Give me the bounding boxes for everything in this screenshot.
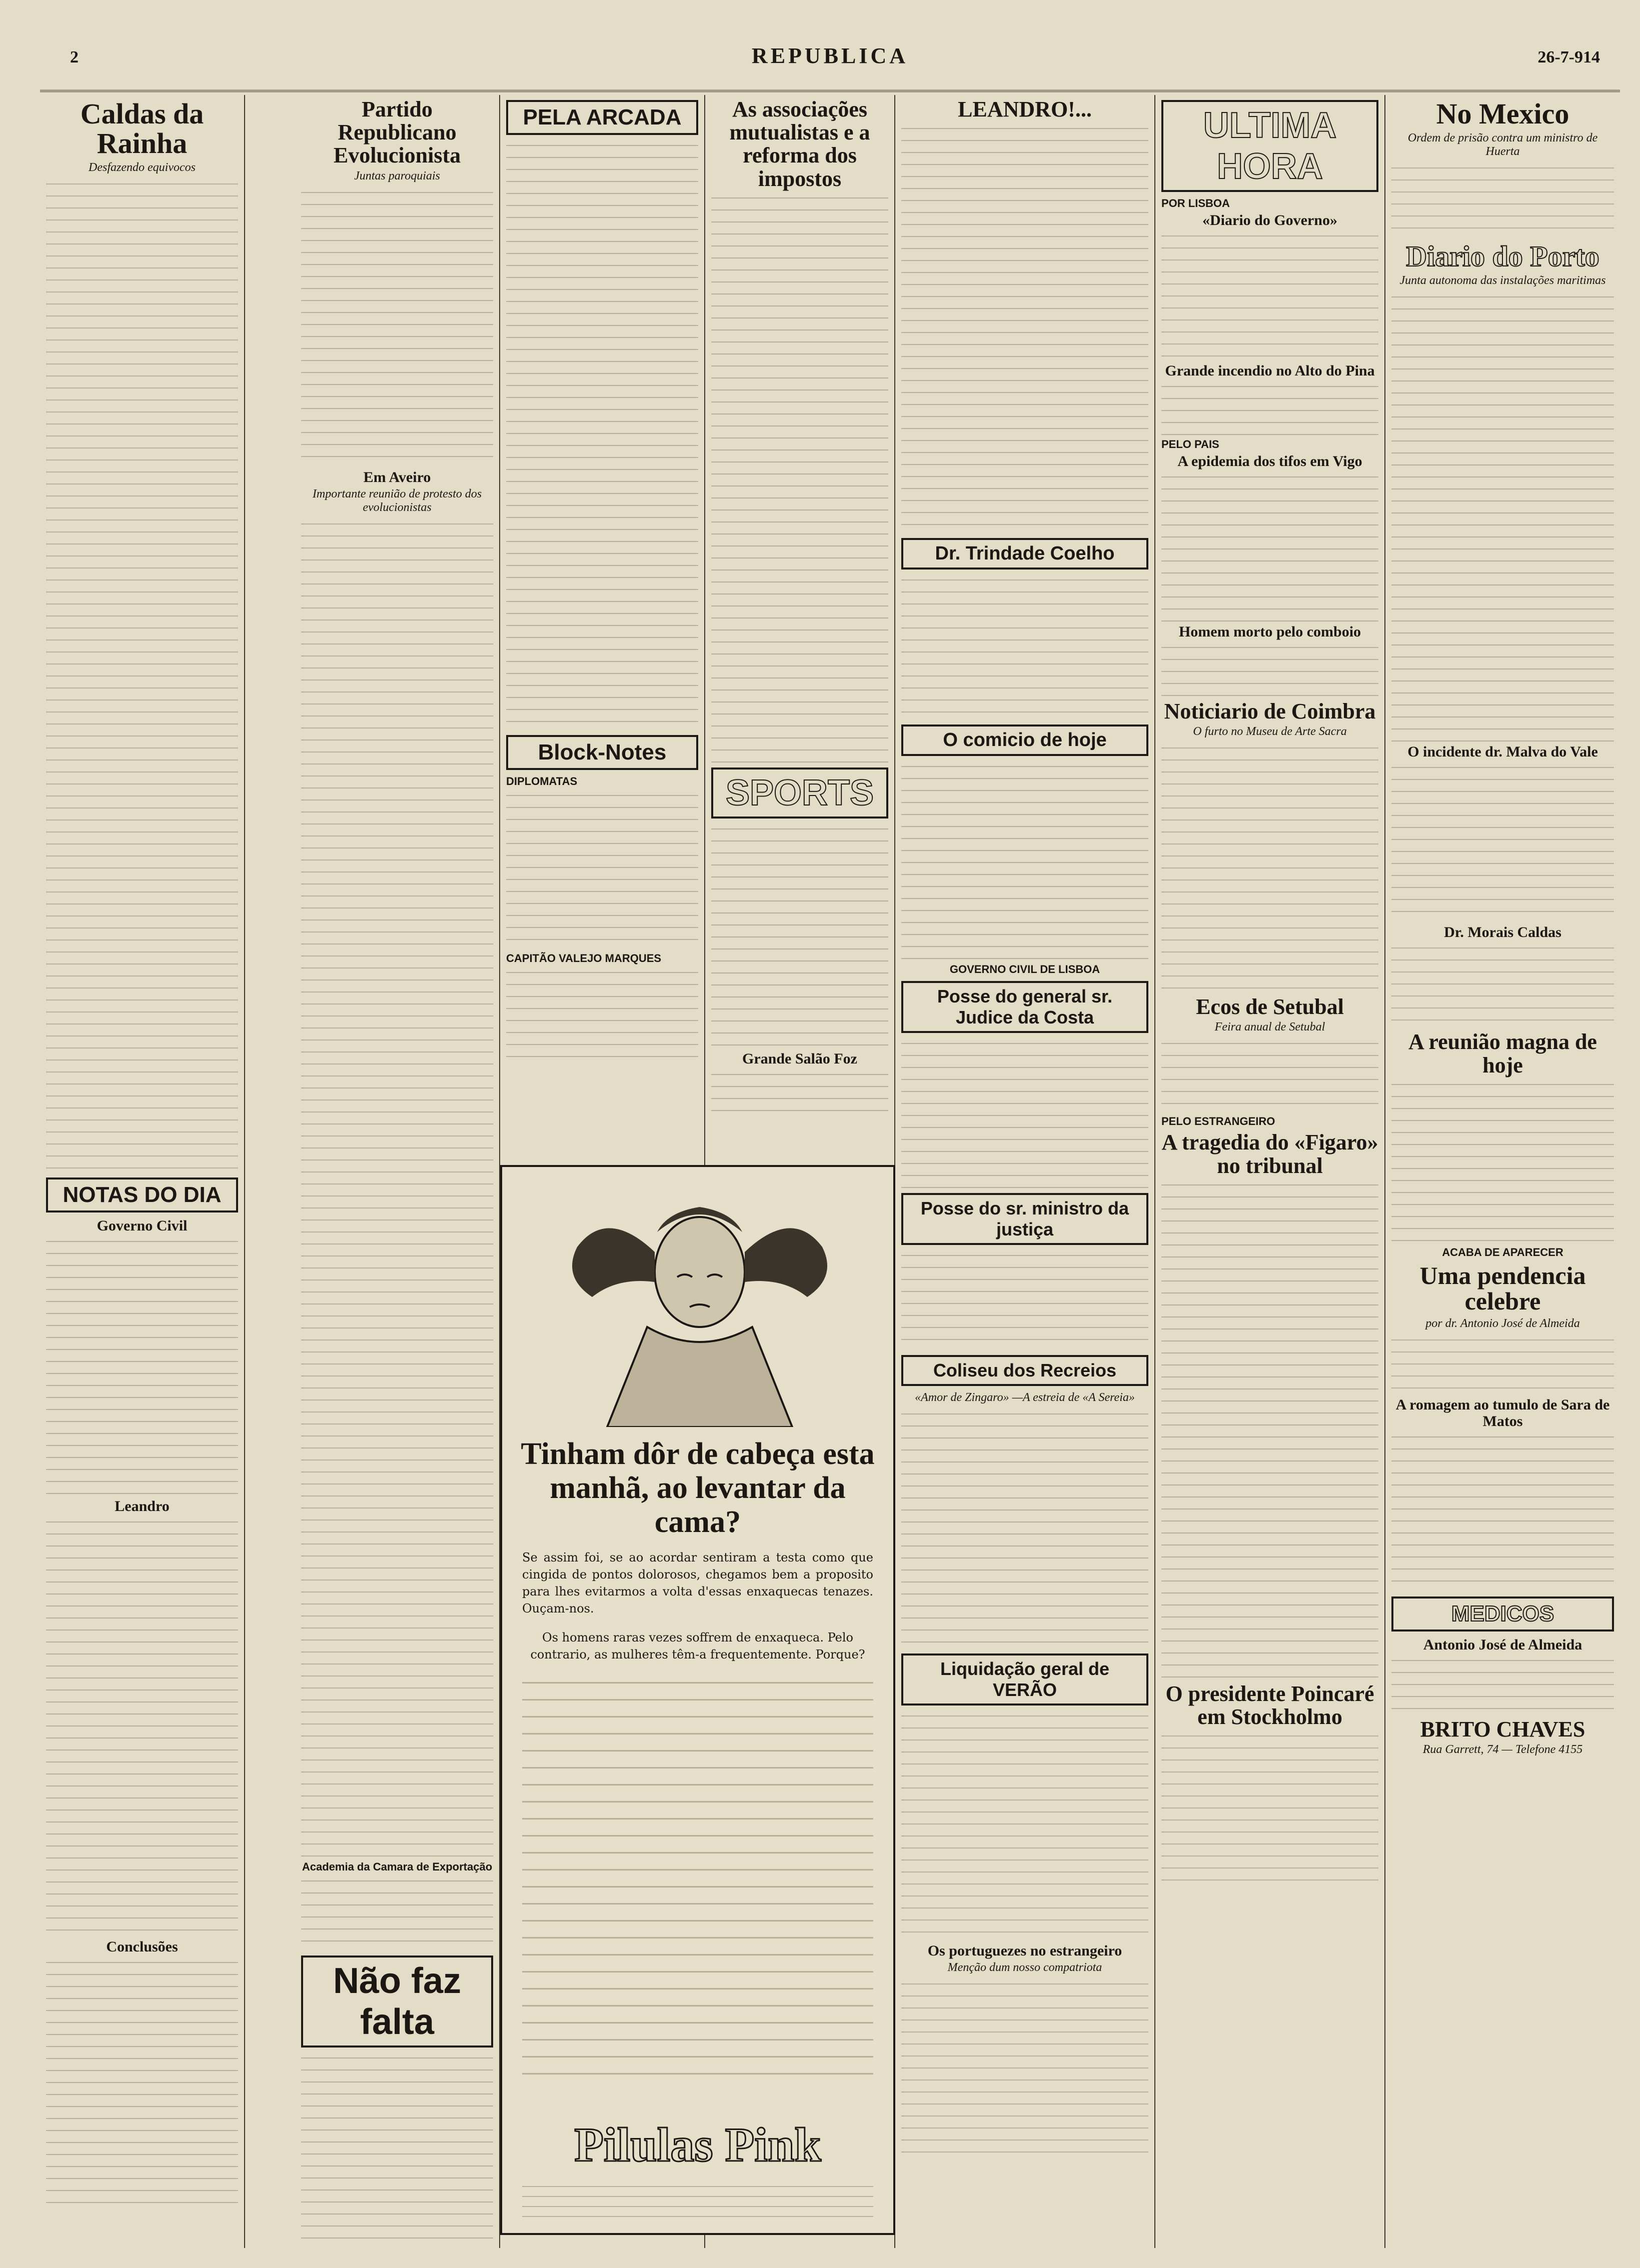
article-headline: Homem morto pelo comboio xyxy=(1178,624,1361,640)
article-subhead: Rua Garrett, 74 — Telefone 4155 xyxy=(1422,1742,1583,1756)
article-body xyxy=(901,123,1148,533)
article-body xyxy=(901,1408,1148,1648)
article-body xyxy=(1391,1432,1614,1592)
section-box: MEDICOS xyxy=(1391,1596,1614,1632)
article-body xyxy=(1161,381,1378,436)
article-kicker: Academia da Camara de Exportação xyxy=(302,1860,493,1873)
column-1 xyxy=(40,95,245,2248)
article-headline-box: Liquidação geral de VERÃO xyxy=(901,1654,1148,1706)
article-subhead: Junta autonoma das instalações maritimas xyxy=(1399,274,1606,288)
article-body xyxy=(46,1516,238,1936)
article-subhead: Ordem de prisão contra um ministro de Huerta xyxy=(1407,132,1598,158)
article-headline: LEANDRO!... xyxy=(958,97,1092,122)
article-subhead: «Amor de Zingaro» —A estreia de «A Sereia» xyxy=(915,1391,1135,1404)
article-body xyxy=(301,2052,493,2248)
column-5 xyxy=(895,95,1155,2248)
article-body xyxy=(1391,162,1614,238)
issue-date: 26-7-914 xyxy=(1537,48,1600,66)
article-headline: Leandro xyxy=(115,1498,170,1515)
article-headline: O incidente dr. Malva do Vale xyxy=(1407,744,1598,760)
article-headline-box: Dr. Trindade Coelho xyxy=(901,538,1148,570)
article-body xyxy=(301,518,493,1858)
ad-question: Os homens raras vezes soffrem de enxaqueca. Pelo contrario, as mulheres têm-a frequentemente. Porque? xyxy=(530,1630,865,1662)
article-kicker: CAPITÃO VALEJO MARQUES xyxy=(506,952,662,964)
article-subhead: O furto no Museu de Arte Sacra xyxy=(1193,725,1347,738)
article-headline: Ecos de Setubal xyxy=(1196,994,1344,1020)
article-body xyxy=(711,192,888,762)
article-headline: A reunião magna de hoje xyxy=(1408,1030,1597,1078)
ad-body-lines xyxy=(522,1675,873,2075)
article-body xyxy=(506,140,698,730)
ad-brand: Pilulas Pink xyxy=(574,2118,821,2172)
column-7 xyxy=(1385,95,1620,2248)
section-box: SPORTS xyxy=(711,768,888,818)
article-headline: Conclusões xyxy=(106,1938,178,1956)
ad-lead: Se assim foi, se ao acordar sentiram a testa como que cingida de pontos dolorosos, chegamos bem a proposito para lhes evitarmos a volta d'essas enxaquecas tenazes. Ouçam-nos. xyxy=(522,1550,873,1616)
article-headline: Em Aveiro xyxy=(363,468,431,486)
article-body xyxy=(506,967,698,1057)
article-body xyxy=(711,824,888,1048)
article-headline: No Mexico xyxy=(1436,98,1569,130)
article-headline: Os portuguezes no estrangeiro xyxy=(927,1942,1122,1960)
article-headline: A romagem ao tumulo de Sara de Matos xyxy=(1395,1396,1610,1430)
article-body xyxy=(711,1069,888,1119)
article-kicker: PELO PAIS xyxy=(1161,438,1219,450)
ad-copy xyxy=(522,1537,873,2075)
article-kicker: PELO ESTRANGEIRO xyxy=(1161,1115,1275,1128)
article-subhead: Menção dum nosso compatriota xyxy=(947,1961,1102,1974)
article-body xyxy=(1391,942,1614,1028)
article-headline: BRITO CHAVES xyxy=(1420,1716,1585,1742)
article-body xyxy=(1391,762,1614,922)
article-body xyxy=(1391,1334,1614,1394)
article-headline: Noticiario de Coimbra xyxy=(1164,699,1376,724)
article-kicker: GOVERNO CIVIL DE LISBOA xyxy=(949,963,1100,976)
masthead xyxy=(40,20,1620,92)
column-2 xyxy=(295,95,500,2248)
section-box: NOTAS DO DIA xyxy=(46,1178,238,1212)
article-headline: Grande Salão Foz xyxy=(742,1050,857,1067)
ad-headline: Tinham dôr de cabeça esta manhã, ao levantar da cama? xyxy=(521,1437,875,1540)
article-body xyxy=(46,178,238,1168)
article-body xyxy=(901,1710,1148,1940)
article-headline: A epidemia dos tifos em Vigo xyxy=(1177,453,1362,470)
article-subhead: Juntas paroquiais xyxy=(354,169,440,182)
article-kicker: ACABA DE APARECER xyxy=(1442,1246,1563,1258)
article-body xyxy=(901,1038,1148,1188)
article-headline: As associações mutualistas e a reforma dos impostos xyxy=(729,97,870,191)
article-subhead: Importante reunião de protesto dos evolucionistas xyxy=(312,487,482,514)
article-subhead: Feira anual de Setubal xyxy=(1214,1020,1325,1034)
article-body xyxy=(901,1250,1148,1350)
article-body xyxy=(1161,742,1378,992)
article-headline: Governo Civil xyxy=(97,1218,188,1234)
advertisement xyxy=(500,1165,895,2235)
article-headline-box: Posse do sr. ministro da justiça xyxy=(901,1193,1148,1245)
article-body xyxy=(301,1876,493,1950)
article-headline-box: Coliseu dos Recreios xyxy=(901,1355,1148,1386)
article-headline: «Diario do Governo» xyxy=(1202,212,1337,228)
article-headline: A tragedia do «Figaro» no tribunal xyxy=(1161,1130,1378,1178)
article-headline: Dr. Morais Caldas xyxy=(1444,924,1561,941)
ad-footnote-lines xyxy=(522,2182,873,2222)
article-body xyxy=(506,790,698,950)
article-body xyxy=(1161,230,1378,360)
article-body xyxy=(1161,642,1378,697)
section-box: ULTIMA HORA xyxy=(1161,100,1378,192)
article-headline: Partido Republicano Evolucionista xyxy=(333,97,461,168)
article-body xyxy=(1391,1655,1614,1715)
article-headline: Uma pendencia celebre xyxy=(1419,1261,1586,1315)
article-body xyxy=(1161,1038,1378,1113)
article-body xyxy=(901,574,1148,720)
article-body xyxy=(46,1957,238,2207)
article-headline-box: Posse do general sr. Judice da Costa xyxy=(901,981,1148,1033)
column-6 xyxy=(1155,95,1385,2248)
article-subhead: por dr. Antonio José de Almeida xyxy=(1425,1316,1580,1330)
article-body xyxy=(46,1236,238,1496)
article-headline: Diario do Porto xyxy=(1406,240,1599,273)
article-body xyxy=(1161,1180,1378,1680)
article-body xyxy=(901,1978,1148,2158)
article-subhead: Desfazendo equivocos xyxy=(89,161,196,174)
article-body xyxy=(1391,292,1614,742)
article-body xyxy=(1391,1079,1614,1244)
woman-headache-illustration xyxy=(532,1177,867,1427)
page-number: 2 xyxy=(70,48,79,66)
article-headline-box: Não faz falta xyxy=(301,1956,493,2048)
newspaper-title: REPUBLICA xyxy=(751,44,909,68)
article-body xyxy=(301,187,493,467)
article-body xyxy=(1161,1730,1378,1880)
article-body xyxy=(901,761,1148,961)
article-kicker: POR LISBOA xyxy=(1161,197,1230,210)
article-body xyxy=(1161,472,1378,622)
article-headline: O presidente Poincaré em Stockholmo xyxy=(1165,1681,1374,1729)
article-headline: Antonio José de Almeida xyxy=(1423,1636,1582,1653)
article-headline-box: PELA ARCADA xyxy=(506,100,698,135)
article-headline: Caldas da Rainha xyxy=(80,98,204,160)
section-box: Block-Notes xyxy=(506,735,698,770)
article-headline-box: O comicio de hoje xyxy=(901,724,1148,756)
article-headline: Grande incendio no Alto do Pina xyxy=(1165,362,1375,379)
article-kicker: DIPLOMATAS xyxy=(506,775,578,788)
